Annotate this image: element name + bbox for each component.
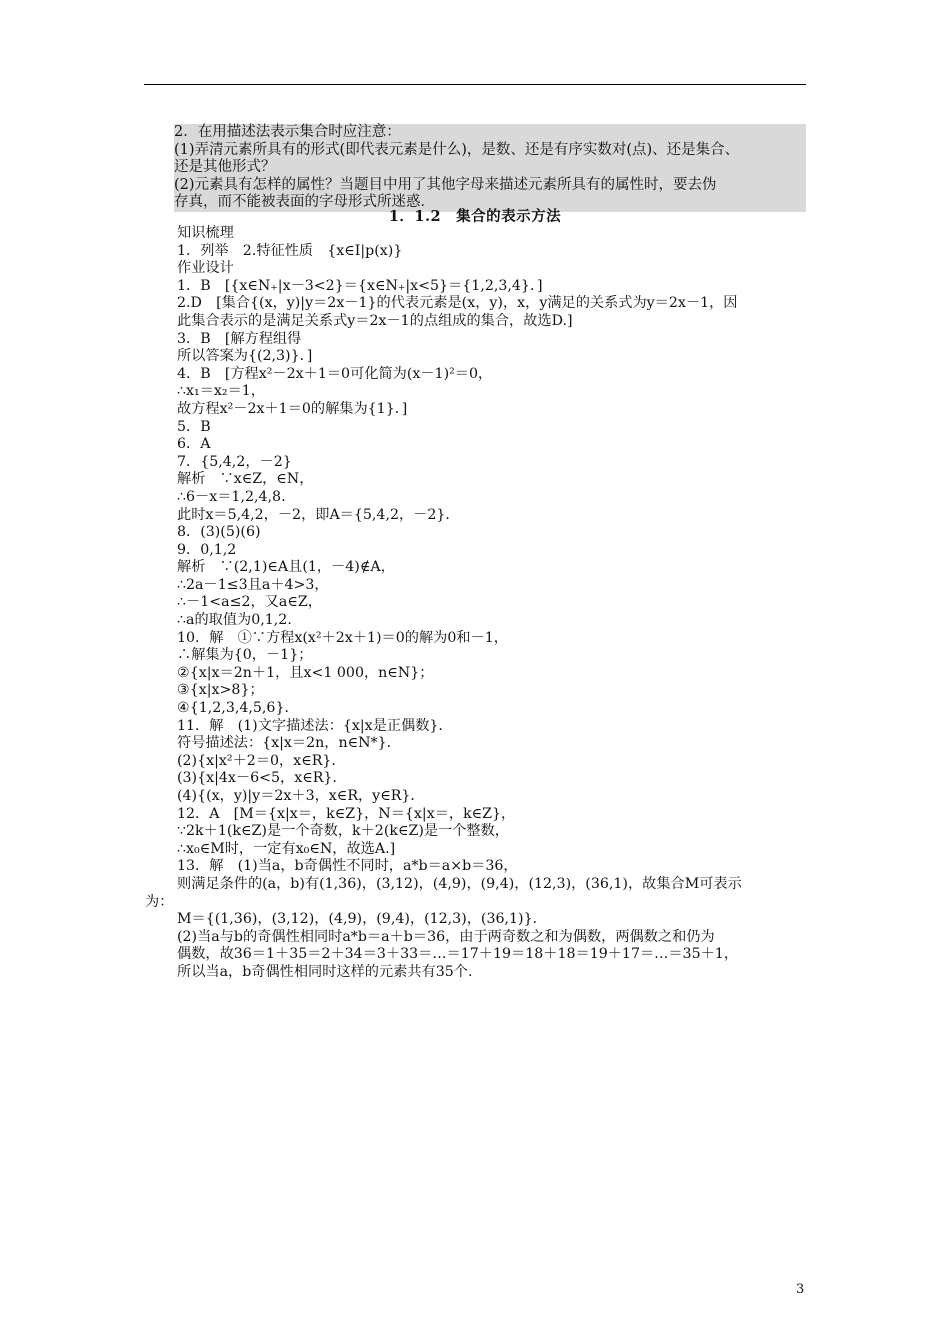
body-line: ∴a的取值为0,1,2.: [177, 612, 292, 629]
body-line: ④{1,2,3,4,5,6}．: [177, 700, 299, 717]
answer-body: [145, 225, 817, 982]
answer-3: 3．B [解方程组得: [177, 330, 302, 347]
answer-6: 6．A: [177, 436, 211, 453]
answer-8: 8．(3)(5)(6): [177, 524, 261, 541]
answer-5: 5．B: [177, 418, 211, 435]
note-box: [174, 124, 806, 212]
body-line: ②{x|x＝2n＋1，且x<1 000，n∈N}；: [177, 664, 434, 681]
body-line: (3){x|4x－6<5，x∈R}．: [177, 770, 347, 787]
answer-4: 4．B [方程x²－2x＋1＝0可化简为(x－1)²＝0，: [177, 365, 493, 382]
header-rule: [144, 84, 806, 85]
body-line: 此集合表示的是满足关系式y＝2x－1的点组成的集合，故选D.]: [177, 312, 573, 329]
answer-2: 2.D [集合{(x，y)|y＝2x－1}的代表元素是(x，y)，x，y满足的关系式为y＝2x－1，因: [177, 295, 738, 312]
body-line: ③{x|x>8}；: [177, 682, 264, 699]
body-line: 此时x＝5,4,2，－2，即A＝{5,4,2，－2}．: [177, 506, 460, 523]
body-line: 所以答案为{(2,3)}．]: [177, 348, 313, 365]
note-line: 2．在用描述法表示集合时应注意：: [174, 124, 401, 140]
body-line: ∴x₀∈M时，一定有x₀∈N，故选A.]: [177, 840, 396, 857]
note-line: (2)元素具有怎样的属性？当题目中用了其他字母来描述元素所具有的属性时，要去伪: [174, 176, 717, 193]
page-number: 3: [796, 1282, 805, 1297]
body-line: 偶数，故36＝1＋35＝2＋34＝3＋33＝…＝17＋19＝18＋18＝19＋17＝…＝35＋1，: [177, 946, 739, 963]
body-line: ∴解集为{0，－1}；: [177, 647, 313, 664]
body-line: 为：: [145, 893, 174, 910]
body-line: 故方程x²－2x＋1＝0的解集为{1}．]: [177, 400, 408, 417]
body-line: ∴6－x＝1,2,4,8.: [177, 488, 286, 505]
body-line: (2){x|x²＋2＝0，x∈R}．: [177, 752, 346, 769]
answer-11: 11．解 (1)文字描述法：{x|x是正偶数}．: [177, 717, 453, 734]
body-line: 则满足条件的(a，b)有(1,36)，(3,12)，(4,9)，(9,4)，(12,3)，(36,1)，故集合M可表示: [177, 875, 742, 892]
body-line: (2)当a与b的奇偶性相同时a*b＝a＋b＝36，由于两奇数之和为偶数，两偶数之和仍为: [177, 928, 715, 945]
note-line: 存真，而不能被表面的字母形式所迷惑．: [174, 194, 435, 211]
body-line: 解析 ∵x∈Z，∈N，: [177, 471, 314, 488]
body-line: ∴2a－1≤3且a＋4>3，: [177, 576, 329, 593]
answer-1: 1．B [{x∈N₊|x－3<2}＝{x∈N₊|x<5}＝{1,2,3,4}．]: [177, 277, 543, 294]
body-line: ∵2k＋1(k∈Z)是一个奇数，k＋2(k∈Z)是一个整数，: [177, 823, 509, 840]
body-line: ∴x₁＝x₂＝1，: [177, 383, 265, 400]
body-line: M＝{(1,36)，(3,12)，(4,9)，(9,4)，(12,3)，(36,1)}．: [177, 911, 547, 928]
note-line: (1)弄清元素所具有的形式(即代表元素是什么)，是数、还是有序实数对(点)、还是集合、: [174, 141, 740, 158]
body-line: 所以当a，b奇偶性相同时这样的元素共有35个.: [177, 963, 473, 980]
answer-7: 7．{5,4,2，－2}: [177, 453, 292, 470]
note-line: 还是其他形式？: [174, 159, 276, 176]
section-title: 1．1.2 集合的表示方法: [388, 208, 562, 225]
answer-9: 9．0,1,2: [177, 541, 237, 558]
body-line: (4){(x，y)|y＝2x＋3，x∈R，y∈R}．: [177, 788, 425, 804]
body-line: 1．列举 2.特征性质 {x∈I|p(x)}: [177, 242, 403, 259]
answer-12: 12．A [M＝{x|x＝，k∈Z}，N＝{x|x＝，k∈Z}，: [177, 805, 516, 822]
heading-knowledge: 知识梳理: [177, 225, 234, 241]
body-line: ∴－1<a≤2，又a∈Z，: [177, 594, 322, 611]
body-line: 解析 ∵(2,1)∈A且(1，－4)∉A，: [177, 559, 395, 576]
body-line: 符号描述法：{x|x＝2n，n∈N*}．: [177, 735, 401, 752]
heading-homework: 作业设计: [177, 260, 234, 277]
answer-10: 10．解 ①∵方程x(x²＋2x＋1)＝0的解为0和－1，: [177, 629, 508, 646]
answer-13: 13．解 (1)当a，b奇偶性不同时，a*b＝a×b＝36，: [177, 858, 518, 875]
